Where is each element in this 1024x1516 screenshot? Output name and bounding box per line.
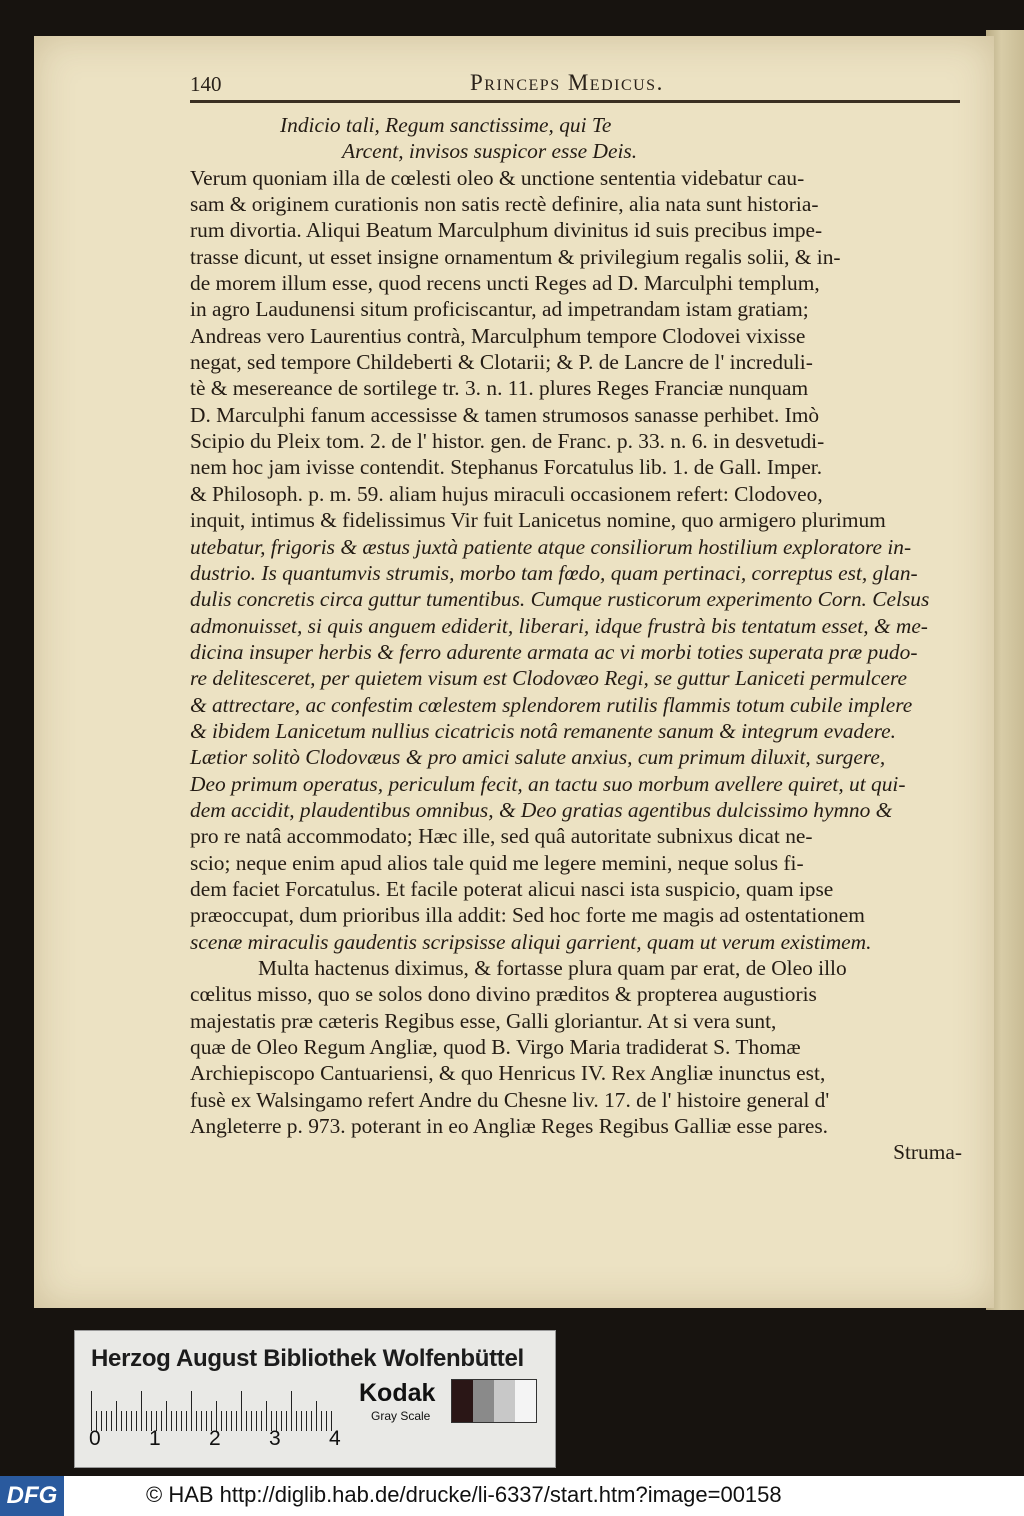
page-body-text xyxy=(190,112,962,1166)
text-line: Arcent, invisos suspicor esse Deis. xyxy=(342,139,638,164)
text-line: dustrio. Is quantumvis strumis, morbo tam fœdo, quam pertinaci, correptus est, glan- xyxy=(190,560,918,585)
gray-swatch xyxy=(452,1380,473,1422)
gray-swatch xyxy=(494,1380,515,1422)
text-line: nem hoc jam ivisse contendit. Stephanus Forcatulus lib. 1. de Gall. Imper. xyxy=(190,455,823,480)
text-line: Lætior solitò Clodovæus & pro amici salute anxius, cum primum diluxit, surgere, xyxy=(190,745,886,770)
text-line: Scipio du Pleix tom. 2. de l' histor. gen. de Franc. p. 33. n. 6. in desvetudi- xyxy=(190,429,825,454)
gray-swatch xyxy=(515,1380,536,1422)
text-line: majestatis præ cæteris Regibus esse, Galli gloriantur. At si vera sunt, xyxy=(190,1008,777,1033)
text-line: & Philosoph. p. m. 59. aliam hujus miraculi occasionem refert: Clodoveo, xyxy=(190,481,823,506)
text-line: scio; neque enim apud alios tale quid me legere memini, neque solus fi- xyxy=(190,850,804,875)
running-title: Princeps Medicus. xyxy=(470,70,664,95)
text-line: fusè ex Walsingamo refert Andre du Chesne liv. 17. de l' histoire general d' xyxy=(190,1087,830,1112)
text-line: Multa hactenus diximus, & fortasse plura quam par erat, de Oleo illo xyxy=(258,956,847,980)
text-line: Andreas vero Laurentius contrà, Marculphum tempore Clodovei vixisse xyxy=(190,323,806,348)
library-label-card xyxy=(74,1330,556,1468)
text-line: præoccupat, dum prioribus illa addit: Sed hoc forte me magis ad ostentationem xyxy=(190,903,865,928)
footer-bar xyxy=(0,1476,1024,1516)
text-line: negat, sed tempore Childeberti & Clotarii; & P. de Lancre de l' increduli- xyxy=(190,350,813,375)
ruler-number: 0 xyxy=(89,1427,101,1450)
ruler-tick xyxy=(241,1391,242,1431)
text-line: utebatur, frigoris & æstus juxtà patiente atque consiliorum hostilium exploratore in- xyxy=(190,534,912,559)
text-line: Indicio tali, Regum sanctissime, qui Te xyxy=(280,113,612,137)
ruler-number: 1 xyxy=(149,1427,161,1450)
text-line: D. Marculphi fanum accessisse & tamen strumosos sanasse perhibet. Imò xyxy=(190,402,820,427)
text-line: dulis concretis circa guttur tumentibus. Cumque rusticorum experimento Corn. Celsus xyxy=(190,587,930,612)
text-line: pro re natâ accommodato; Hæc ille, sed quâ autoritate subnixus dicat ne- xyxy=(190,824,813,849)
ruler-number: 4 xyxy=(329,1427,341,1450)
ruler-tick xyxy=(141,1391,142,1431)
measurement-ruler xyxy=(91,1387,339,1431)
library-name: Herzog August Bibliothek Wolfenbüttel xyxy=(91,1345,524,1372)
ruler-tick xyxy=(91,1391,92,1431)
text-line: dem faciet Forcatulus. Et facile poterat alicui nasci ista suspicio, quam ipse xyxy=(190,876,834,901)
ruler-number: 3 xyxy=(269,1427,281,1450)
text-line: Angleterre p. 973. poterant in eo Angliæ Reges Regibus Galliæ esse pares. xyxy=(190,1114,829,1139)
text-line: dicina insuper herbis & ferro adurente armata ac vi morbi toties superata præ pudo- xyxy=(190,639,918,664)
page-number: 140 xyxy=(190,72,222,96)
text-line: re delitesceret, per quietem visum est Clodovæo Regi, se guttur Laniceti permulcere xyxy=(190,666,908,691)
text-line: in agro Laudunensi situm proficiscantur, ad impetrandam istam gratiam; xyxy=(190,297,809,322)
kodak-brand: Kodak xyxy=(359,1379,436,1407)
text-line: & ibidem Lanicetum nullius cicatricis notâ remanente sanum & integrum evadere. xyxy=(190,718,896,743)
header-rule xyxy=(190,100,960,103)
text-line: de morem illum esse, quod recens uncti Reges ad D. Marculphi templum, xyxy=(190,271,820,296)
ruler-numbers xyxy=(89,1427,349,1453)
text-line: scenæ miraculis gaudentis scripsisse aliqui garrient, quam ut verum existimem. xyxy=(190,929,872,954)
text-line: Deo primum operatus, periculum fecit, an tactu suo morbum avellere quiret, ut qui- xyxy=(190,771,906,796)
text-line: admonuisset, si quis anguem ediderit, liberari, idque frustrà bis tentatum esset, & me- xyxy=(190,613,928,638)
running-header xyxy=(190,70,960,100)
gray-swatch xyxy=(473,1380,494,1422)
ruler-tick xyxy=(191,1391,192,1431)
text-line: sam & originem curationis non satis rectè definire, alia nata sunt historia- xyxy=(190,192,819,217)
ruler-tick xyxy=(291,1391,292,1431)
text-line: trasse dicunt, ut esset insigne ornamentum & privilegium regalis solii, & in- xyxy=(190,244,841,269)
text-line: Verum quoniam illa de cœlesti oleo & unctione sententia videbatur cau- xyxy=(190,165,805,190)
text-line: quæ de Oleo Regum Angliæ, quod B. Virgo Maria tradiderat S. Thomæ xyxy=(190,1035,801,1060)
text-line: rum divortia. Aliqui Beatum Marculphum divinitus id suis precibus impe- xyxy=(190,218,823,243)
text-line: tè & mesereance de sortilege tr. 3. n. 11. plures Reges Franciæ nunquam xyxy=(190,376,809,401)
text-line: dem accidit, plaudentibus omnibus, & Deo gratias agentibus dulcissimo hymno & xyxy=(190,797,893,822)
text-line: & attrectare, ac confestim cœlestem splendorem rutilis flammis totum cubile implere xyxy=(190,692,913,717)
copyright-link[interactable]: © HAB http://diglib.hab.de/drucke/li-6337/start.htm?image=00158 xyxy=(146,1482,782,1507)
ruler-number: 2 xyxy=(209,1427,221,1450)
gray-scale-label: Gray Scale xyxy=(371,1409,431,1423)
dfg-logo[interactable]: DFG xyxy=(0,1476,64,1516)
gray-scale-swatches xyxy=(451,1379,537,1423)
text-line: cœlitus misso, quo se solos dono divino præditos & propterea augustioris xyxy=(190,982,817,1007)
text-line: inquit, intimus & fidelissimus Vir fuit Lanicetus nomine, quo armigero plurimum xyxy=(190,508,886,533)
text-line: Struma- xyxy=(893,1140,962,1165)
text-line: Archiepiscopo Cantuariensi, & quo Henricus IV. Rex Angliæ inunctus est, xyxy=(190,1061,826,1086)
